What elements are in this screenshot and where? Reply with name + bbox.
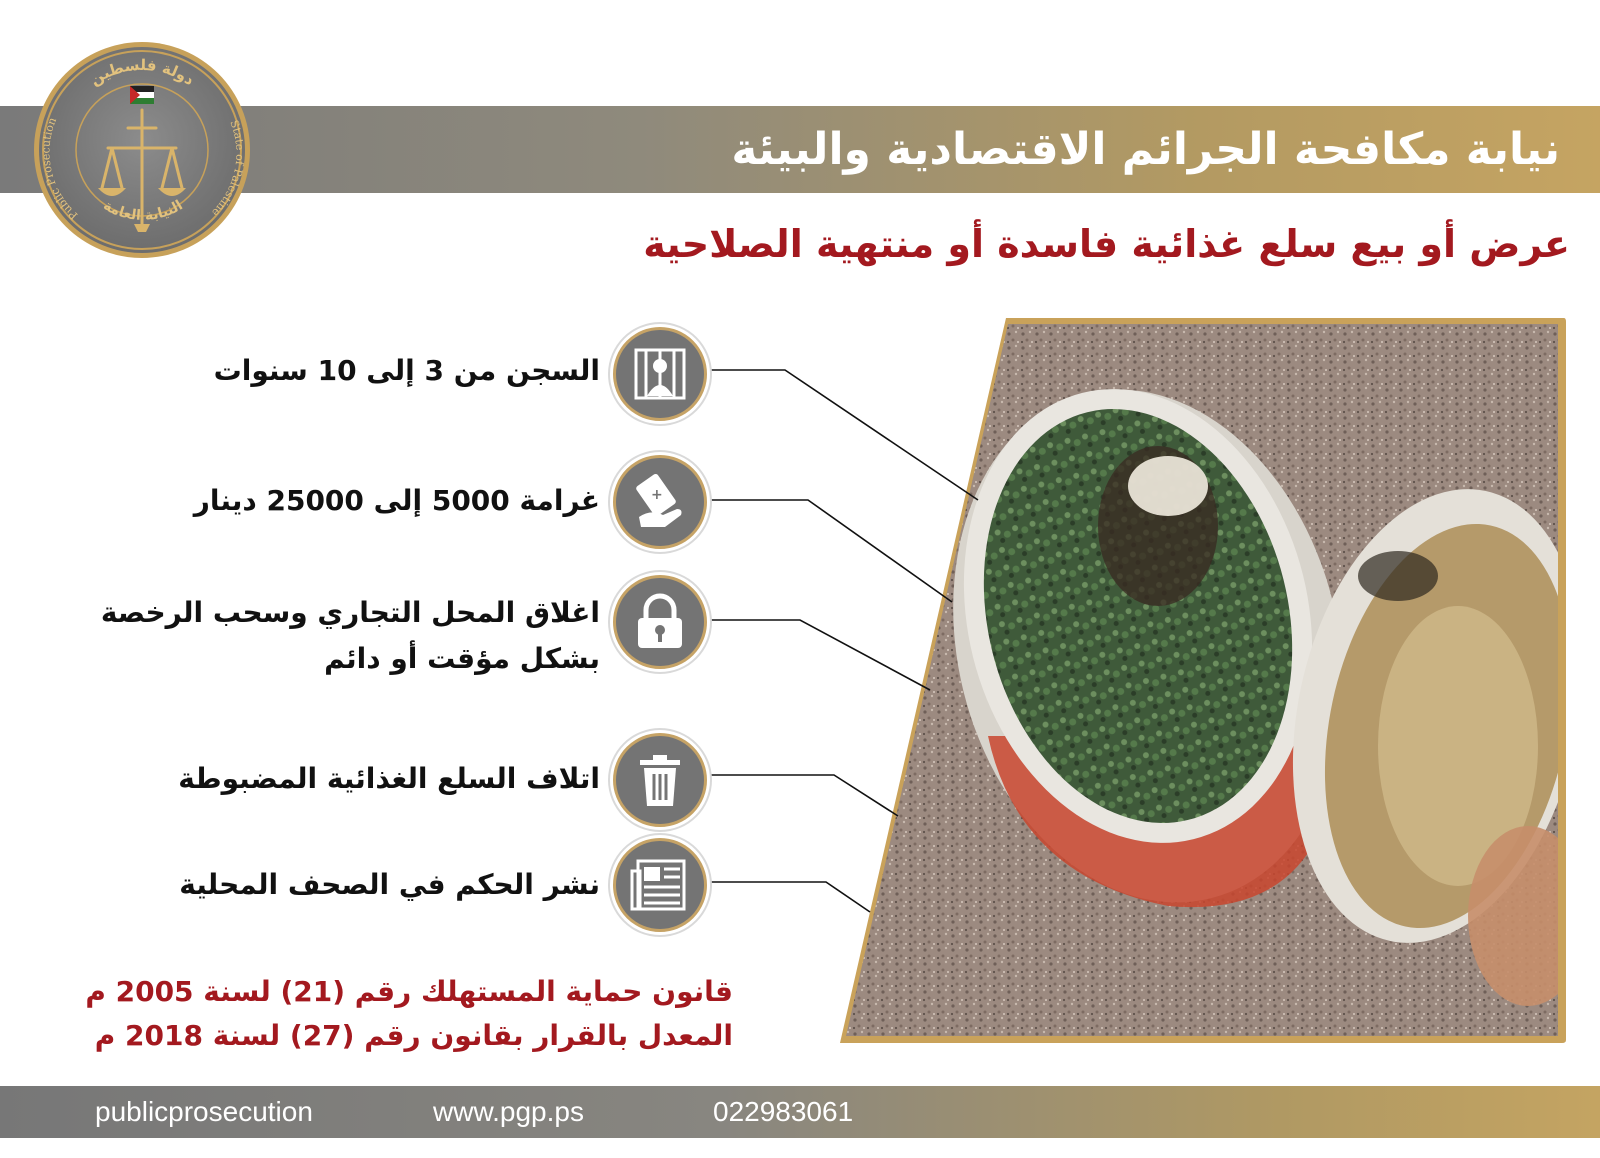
trash-bin-icon bbox=[613, 733, 707, 827]
penalty-fine-text: غرامة 5000 إلى 25000 دينار bbox=[193, 484, 600, 517]
penalty-prison-text: السجن من 3 إلى 10 سنوات bbox=[213, 354, 600, 387]
public-prosecution-seal-logo bbox=[30, 38, 255, 263]
social-handle[interactable]: publicprosecution bbox=[95, 1096, 313, 1127]
fine-payment-icon bbox=[613, 455, 707, 549]
svg-text:+: + bbox=[651, 487, 663, 503]
svg-text:State of Palestine: State of Palestine bbox=[209, 118, 247, 220]
padlock-icon bbox=[613, 575, 707, 669]
penalty-publication-text: نشر الحكم في الصحف المحلية bbox=[179, 868, 600, 901]
svg-text:Public Prosecution: Public Prosecution bbox=[39, 115, 81, 223]
website-link[interactable]: www.pgp.ps bbox=[433, 1096, 584, 1127]
page-title: نيابة مكافحة الجرائم الاقتصادية والبيئة bbox=[731, 124, 1560, 175]
newspaper-icon bbox=[613, 838, 707, 932]
phone-number[interactable]: 022983061 bbox=[713, 1096, 854, 1127]
prison-icon bbox=[613, 327, 707, 421]
svg-text:النيابة العامة: النيابة العامة bbox=[100, 197, 186, 224]
law-line-1: قانون حماية المستهلك رقم (21) لسنة 2005 م bbox=[85, 975, 733, 1008]
penalty-destruction-text: اتلاف السلع الغذائية المضبوطة bbox=[178, 762, 600, 795]
penalty-closure-text: اغلاق المحل التجاري وسحب الرخصة بشكل مؤقت أو دائم bbox=[100, 596, 600, 675]
subtitle: عرض أو بيع سلع غذائية فاسدة أو منتهية الصلاحية bbox=[643, 222, 1570, 266]
footer-band bbox=[0, 1086, 1600, 1138]
svg-text:دولة فلسطين: دولة فلسطين bbox=[86, 55, 198, 90]
law-line-2: المعدل بالقرار بقانون رقم (27) لسنة 2018 م bbox=[94, 1019, 733, 1052]
law-reference bbox=[13, 970, 733, 1058]
spoiled-food-photo bbox=[838, 316, 1568, 1045]
